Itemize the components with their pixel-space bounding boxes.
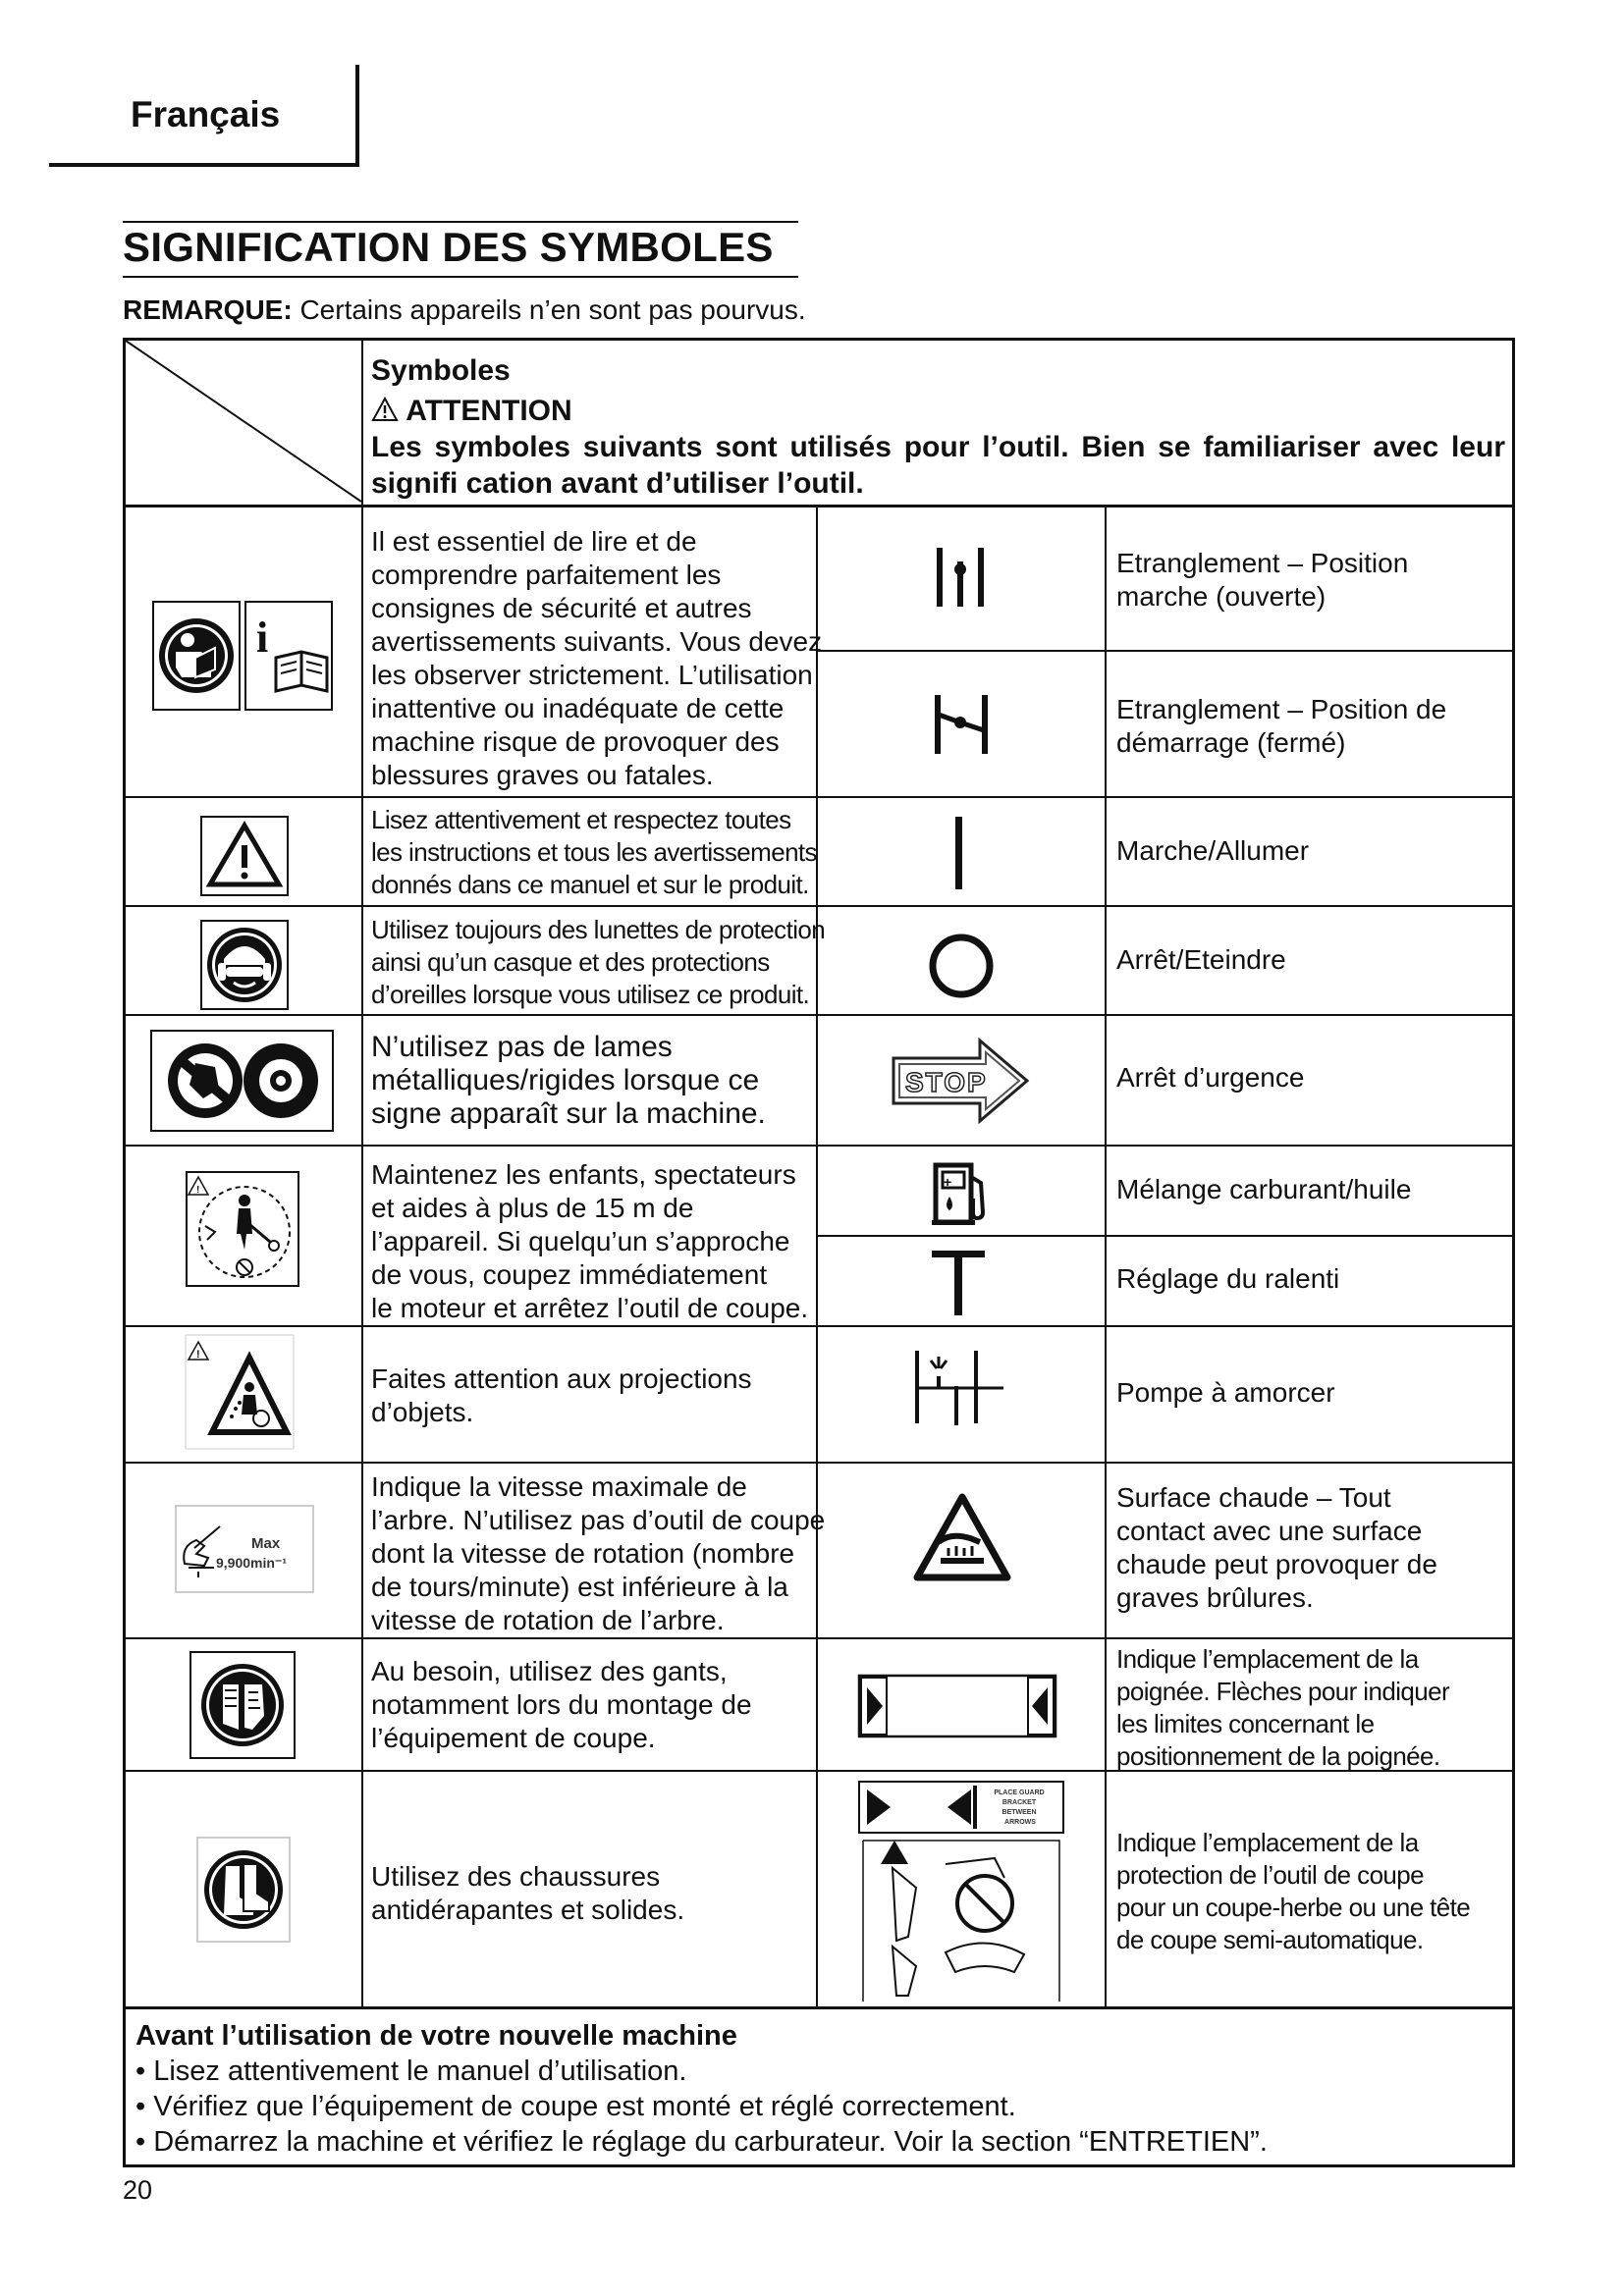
- remark-label: REMARQUE:: [123, 294, 293, 325]
- row-divider: [126, 796, 1512, 798]
- right-row-6-text: [1116, 1173, 1411, 1206]
- text-line: contact avec une surface: [1116, 1516, 1423, 1546]
- guard-label-line: ARROWS: [1004, 1819, 1036, 1826]
- text-line: graves brûlures.: [1116, 1582, 1314, 1613]
- guard-label-line: BETWEEN: [1001, 1809, 1037, 1816]
- text-line: Arrêt d’urgence: [1116, 1062, 1305, 1093]
- guard-label-line: PLACE GUARD: [994, 1789, 1045, 1796]
- text-line: Surface chaude – Tout: [1116, 1482, 1391, 1513]
- power-off-icon: [928, 933, 995, 999]
- intro-line-1: Les symboles suivants sont utilisés pour l’outil. Bien se familiariser avec leur: [371, 431, 1505, 463]
- right-row-2-text: [1116, 693, 1446, 760]
- text-line: les instructions et tous les avertissements: [371, 837, 817, 867]
- remark-text: Certains appareils n’en sont pas pourvus.: [299, 294, 806, 325]
- row-divider: [816, 1235, 1512, 1237]
- text-line: l’appareil. Si quelqu’un s’approche: [371, 1226, 790, 1256]
- primer-pump-icon: [911, 1347, 1007, 1427]
- boots-icon: [196, 1837, 291, 1943]
- max-speed-icon-value: 9,900min⁻¹: [216, 1555, 287, 1571]
- row-divider: [126, 1014, 1512, 1016]
- fuel-pump-icon: [928, 1159, 993, 1228]
- gloves-icon: [189, 1651, 296, 1759]
- row-divider: [126, 1462, 1512, 1464]
- text-line: Pompe à amorcer: [1116, 1377, 1335, 1408]
- right-row-4-text: [1116, 943, 1286, 977]
- text-line: donnés dans ce manuel et sur le produit.: [371, 870, 809, 899]
- text-line: chaude peut provoquer de: [1116, 1549, 1437, 1579]
- left-row-3-text: [371, 914, 825, 1011]
- text-line: Lisez attentivement et respectez toutes: [371, 805, 791, 834]
- footer-bullet: • Lisez attentivement le manuel d’utilisation.: [135, 2056, 687, 2087]
- text-line: et aides à plus de 15 m de: [371, 1193, 694, 1223]
- row-divider: [126, 505, 1512, 507]
- footer-bullet: • Vérifiez que l’équipement de coupe est monté et réglé correctement.: [135, 2091, 1016, 2122]
- text-line: Maintenez les enfants, spectateurs: [371, 1159, 796, 1190]
- text-line: poignée. Flèches pour indiquer: [1116, 1677, 1450, 1706]
- text-line: l’équipement de coupe.: [371, 1723, 656, 1753]
- handle-arrows-icon: [857, 1674, 1057, 1738]
- symbols-label: Symboles: [371, 354, 511, 387]
- text-line: les observer strictement. L’utilisation: [371, 660, 813, 690]
- right-row-9-text: [1116, 1481, 1437, 1615]
- text-line: d’objets.: [371, 1397, 474, 1427]
- text-line: protection de l’outil de coupe: [1116, 1860, 1425, 1890]
- text-line: marche (ouverte): [1116, 581, 1326, 612]
- read-manual-icon: [152, 601, 333, 711]
- language-label: Français: [131, 94, 281, 134]
- idle-adjust-icon: [928, 1249, 989, 1317]
- right-row-7-text: [1116, 1262, 1339, 1296]
- svg-text:!: !: [196, 1349, 200, 1361]
- text-line: ainsi qu’un casque et des protections: [371, 947, 770, 977]
- power-on-icon: [950, 817, 966, 889]
- text-line: Indique la vitesse maximale de: [371, 1471, 747, 1502]
- guard-label-line: BRACKET: [1001, 1799, 1037, 1806]
- left-row-6-text: [371, 1362, 752, 1429]
- page-number: 20: [123, 2175, 153, 2205]
- no-metal-blade-icon: [150, 1030, 334, 1132]
- text-line: les limites concernant le: [1116, 1709, 1375, 1738]
- text-line: Indique l’emplacement de la: [1116, 1644, 1419, 1674]
- right-row-3-text: [1116, 834, 1309, 868]
- stop-text: STOP: [905, 1067, 988, 1097]
- text-line: comprendre parfaitement les: [371, 560, 722, 590]
- text-line: vitesse de rotation de l’arbre.: [371, 1605, 725, 1635]
- text-line: N’utilisez pas de lames: [371, 1031, 673, 1063]
- keep-distance-icon: [186, 1171, 299, 1287]
- text-line: positionnement de la poignée.: [1116, 1741, 1440, 1771]
- left-row-2-text: [371, 804, 817, 901]
- attention-icon: [371, 397, 399, 422]
- text-line: de tours/minute) est inférieure à la: [371, 1572, 788, 1602]
- text-line: l’arbre. N’utilisez pas d’outil de coupe: [371, 1505, 826, 1535]
- text-line: avertissements suivants. Vous devez: [371, 626, 823, 657]
- header-diagonal: [126, 341, 363, 504]
- text-line: Indique l’emplacement de la: [1116, 1828, 1419, 1857]
- left-row-5-text: [371, 1158, 808, 1325]
- warning-triangle-icon: [200, 816, 289, 896]
- section-title: SIGNIFICATION DES SYMBOLES: [123, 224, 774, 270]
- text-line: Etranglement – Position: [1116, 548, 1409, 578]
- text-line: Utilisez toujours des lunettes de protection: [371, 915, 826, 944]
- left-row-9-text: [371, 1860, 684, 1927]
- attention-heading: [371, 393, 572, 429]
- footer-bullet: • Démarrez la machine et vérifiez le réglage du carburateur. Voir la section “ENTRETIEN”.: [135, 2126, 1268, 2158]
- stop-arrow-icon: [890, 1037, 1031, 1125]
- col-divider: [361, 341, 363, 2006]
- hot-surface-icon: [911, 1491, 1013, 1585]
- row-divider: [126, 1325, 1512, 1327]
- text-line: antidérapantes et solides.: [371, 1895, 685, 1925]
- text-line: de vous, coupez immédiatement: [371, 1259, 768, 1290]
- svg-text:!: !: [196, 1185, 200, 1196]
- row-divider: [126, 1145, 1512, 1147]
- text-line: inattentive ou inadéquate de cette: [371, 693, 785, 723]
- right-row-5-text: [1116, 1061, 1304, 1095]
- left-row-1-text: [371, 525, 822, 792]
- right-row-1-text: [1116, 547, 1408, 614]
- text-line: Faites attention aux projections: [371, 1363, 752, 1394]
- text-line: dont la vitesse de rotation (nombre: [371, 1538, 795, 1569]
- text-line: pour un coupe-herbe ou une tête: [1116, 1893, 1471, 1922]
- left-row-8-text: [371, 1655, 752, 1755]
- guard-placement-icon: [857, 1780, 1065, 2002]
- col-divider: [1105, 505, 1107, 2006]
- choke-open-icon: [931, 542, 990, 613]
- max-speed-icon: [175, 1505, 314, 1593]
- left-row-7-text: [371, 1470, 825, 1637]
- text-line: Marche/Allumer: [1116, 835, 1310, 866]
- symbols-table: [123, 338, 1515, 2167]
- attention-label: ATTENTION: [406, 395, 572, 427]
- row-divider: [126, 1637, 1512, 1639]
- remark: [123, 294, 806, 326]
- text-line: de coupe semi-automatique.: [1116, 1925, 1424, 1954]
- intro-line-2: signifi cation avant d’utiliser l’outil.: [371, 467, 864, 500]
- text-line: consignes de sécurité et autres: [371, 593, 752, 623]
- text-line: Utilisez des chaussures: [371, 1861, 661, 1892]
- row-divider: [126, 905, 1512, 907]
- text-line: d’oreilles lorsque vous utilisez ce produit.: [371, 980, 810, 1009]
- text-line: signe apparaît sur la machine.: [371, 1097, 766, 1130]
- text-line: Etranglement – Position de: [1116, 694, 1447, 724]
- text-line: le moteur et arrêtez l’outil de coupe.: [371, 1293, 809, 1323]
- protective-gear-icon: [200, 920, 289, 1010]
- choke-closed-icon: [931, 689, 994, 760]
- text-line: blessures graves ou fatales.: [371, 760, 714, 790]
- row-divider: [816, 650, 1512, 652]
- text-line: machine risque de provoquer des: [371, 726, 780, 757]
- footer-note: [135, 2018, 1268, 2160]
- text-line: démarrage (fermé): [1116, 727, 1346, 758]
- text-line: notamment lors du montage de: [371, 1689, 752, 1720]
- text-line: Au besoin, utilisez des gants,: [371, 1656, 728, 1686]
- thrown-objects-icon: [185, 1334, 295, 1450]
- left-row-4-text: [371, 1031, 766, 1131]
- title-rule-bottom: [123, 276, 798, 278]
- right-row-8-text: [1116, 1376, 1335, 1410]
- text-line: Mélange carburant/huile: [1116, 1174, 1412, 1204]
- text-line: Réglage du ralenti: [1116, 1263, 1340, 1294]
- max-speed-icon-label: Max: [251, 1535, 281, 1552]
- text-line: Il est essentiel de lire et de: [371, 526, 697, 557]
- text-line: Arrêt/Eteindre: [1116, 944, 1286, 975]
- svg-text:i: i: [256, 614, 269, 662]
- text-line: métalliques/rigides lorsque ce: [371, 1064, 760, 1096]
- footer-title: Avant l’utilisation de votre nouvelle machine: [135, 2020, 737, 2052]
- row-divider: [126, 2006, 1512, 2009]
- right-row-11-text: [1116, 1827, 1470, 1956]
- svg-text:+: +: [944, 1174, 952, 1190]
- title-rule-top: [123, 221, 798, 223]
- right-row-10-text: [1116, 1643, 1449, 1773]
